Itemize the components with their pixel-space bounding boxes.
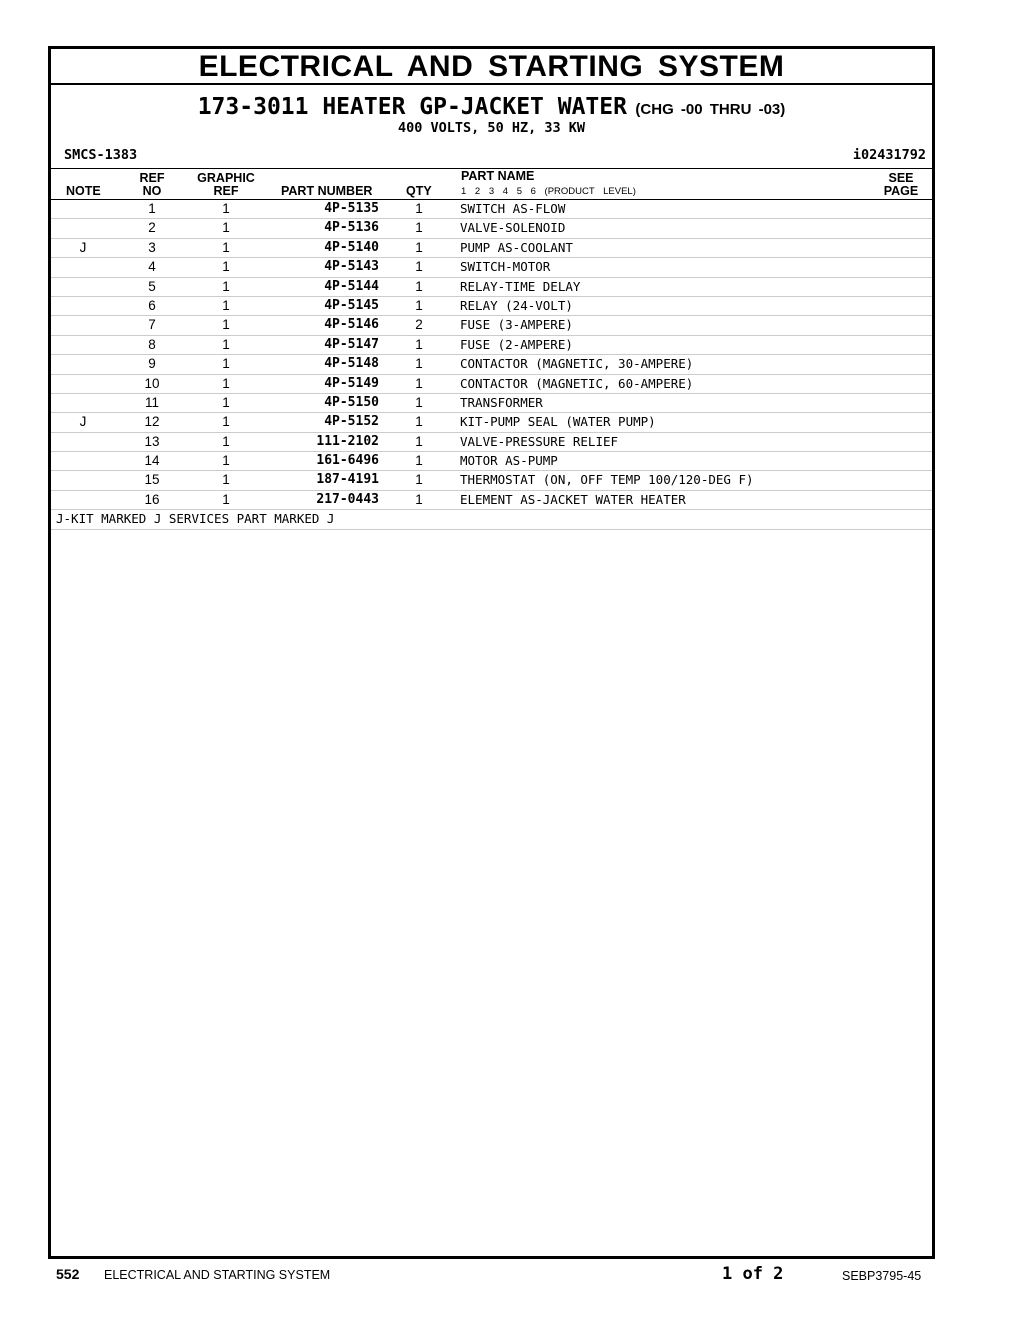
ref-no: 12 [144,414,160,430]
graphic-ref: 1 [222,433,230,449]
part-name: FUSE (3-AMPERE) [460,317,573,333]
part-number: 4P-5149 [324,375,379,391]
col-qty: QTY [406,184,432,198]
col-see-top: SEE [888,171,914,185]
graphic-ref: 1 [222,336,230,352]
col-graphic-bottom: REF [213,184,239,198]
part-number: 217-0443 [316,491,379,507]
col-product-levels: 1 2 3 4 5 6 (PRODUCT LEVEL) [461,186,636,197]
quantity: 1 [415,491,423,507]
part-number: 161-6496 [316,453,379,469]
col-ref-top: REF [139,171,165,185]
group-name: 173-3011 HEATER GP-JACKET WATER [197,94,627,120]
part-number: 4P-5135 [324,201,379,216]
part-name: VALVE-PRESSURE RELIEF [460,433,619,449]
table-row [51,200,932,219]
quantity: 1 [415,278,423,294]
ref-no: 4 [148,259,156,275]
graphic-ref: 1 [222,356,230,372]
graphic-ref: 1 [222,317,230,333]
table-row [51,239,932,258]
ref-no: 6 [148,297,156,313]
graphic-ref: 1 [222,472,230,488]
part-name: MOTOR AS-PUMP [460,453,558,469]
ref-no: 13 [144,433,160,449]
part-name: RELAY-TIME DELAY [460,278,581,294]
ref-no: 16 [144,491,160,507]
table-row [51,433,932,452]
quantity: 1 [415,220,423,236]
column-header-row [51,169,932,200]
page-of-count: 1 of 2 [722,1264,784,1284]
quantity: 1 [415,297,423,313]
part-number: 4P-5148 [324,356,379,372]
part-name: ELEMENT AS-JACKET WATER HEATER [460,491,686,507]
ref-no: 2 [148,220,156,236]
graphic-ref: 1 [222,220,230,236]
part-note: J [79,414,87,430]
footer-section: ELECTRICAL AND STARTING SYSTEM [104,1268,331,1282]
quantity: 1 [415,433,423,449]
parts-table-body [51,200,932,510]
part-name: SWITCH-MOTOR [460,259,551,275]
ref-no: 1 [148,201,156,216]
part-name: THERMOSTAT (ON, OFF TEMP 100/120-DEG F) [460,472,754,488]
group-change-range: (CHG -00 THRU -03) [635,101,786,118]
col-part-number: PART NUMBER [281,184,373,198]
part-number: 111-2102 [316,433,379,449]
table-row [51,258,932,277]
page-number: 552 [56,1266,80,1282]
part-number: 4P-5140 [324,239,379,255]
graphic-ref: 1 [222,201,230,216]
ref-no: 9 [148,356,156,372]
quantity: 1 [415,259,423,275]
part-number: 4P-5152 [324,414,379,430]
ref-no: 7 [148,317,156,333]
part-number: 4P-5145 [324,297,379,313]
part-name: RELAY (24-VOLT) [460,297,573,313]
quantity: 1 [415,394,423,410]
quantity: 2 [415,317,423,333]
part-number: 187-4191 [316,472,379,488]
part-name: SWITCH AS-FLOW [460,201,566,216]
part-number: 4P-5144 [324,278,379,294]
table-row [51,278,932,297]
page-title: ELECTRICAL AND STARTING SYSTEM [198,50,785,83]
part-name: VALVE-SOLENOID [460,220,566,236]
document-number: SEBP3795-45 [842,1269,922,1283]
title-bar [51,49,932,85]
graphic-ref: 1 [222,278,230,294]
part-number: 4P-5143 [324,259,379,275]
table-row [51,375,932,394]
ref-no: 11 [144,394,159,410]
table-row [51,471,932,490]
footnote: J-KIT MARKED J SERVICES PART MARKED J [51,510,932,529]
col-part-name: PART NAME [461,169,535,183]
part-number: 4P-5147 [324,336,379,352]
table-row [51,394,932,413]
group-heading [51,94,932,122]
table-row [51,316,932,335]
table-row [51,355,932,374]
quantity: 1 [415,201,423,216]
quantity: 1 [415,356,423,372]
parts-page-frame [48,46,935,1259]
part-number: 4P-5136 [324,220,379,236]
part-name: CONTACTOR (MAGNETIC, 60-AMPERE) [460,375,694,391]
ref-no: 8 [148,336,156,352]
part-name: CONTACTOR (MAGNETIC, 30-AMPERE) [460,356,694,372]
col-ref-bottom: NO [142,184,162,198]
ref-no: 5 [148,278,156,294]
col-see-bottom: PAGE [883,184,919,198]
graphic-ref: 1 [222,375,230,391]
smcs-code: SMCS-1383 [64,147,138,163]
ref-no: 3 [148,239,156,255]
part-name: KIT-PUMP SEAL (WATER PUMP) [460,414,656,430]
graphic-ref: 1 [222,239,230,255]
table-row [51,297,932,316]
graphic-ref: 1 [222,394,230,410]
ref-no: 15 [144,472,160,488]
quantity: 1 [415,239,423,255]
graphic-ref: 1 [222,453,230,469]
ref-no: 10 [144,375,160,391]
graphic-ref: 1 [222,414,230,430]
part-note: J [79,239,87,255]
col-graphic-top: GRAPHIC [197,171,255,185]
page-footer [0,1262,1020,1292]
graphic-ref: 1 [222,491,230,507]
part-name: FUSE (2-AMPERE) [460,336,573,352]
col-note: NOTE [66,184,101,198]
table-row [51,452,932,471]
quantity: 1 [415,375,423,391]
quantity: 1 [415,453,423,469]
quantity: 1 [415,414,423,430]
meta-row [51,146,932,169]
quantity: 1 [415,472,423,488]
graphic-ref: 1 [222,297,230,313]
quantity: 1 [415,336,423,352]
graphic-ref: 1 [222,259,230,275]
document-ident: i02431792 [852,147,926,163]
group-subtitle: 400 VOLTS, 50 HZ, 33 KW [398,120,585,136]
table-row [51,413,932,432]
ref-no: 14 [144,453,160,469]
part-number: 4P-5150 [324,394,379,410]
table-row [51,336,932,355]
table-row [51,219,932,238]
part-name: PUMP AS-COOLANT [460,239,573,255]
table-row [51,491,932,510]
part-number: 4P-5146 [324,317,379,333]
part-name: TRANSFORMER [460,394,543,410]
